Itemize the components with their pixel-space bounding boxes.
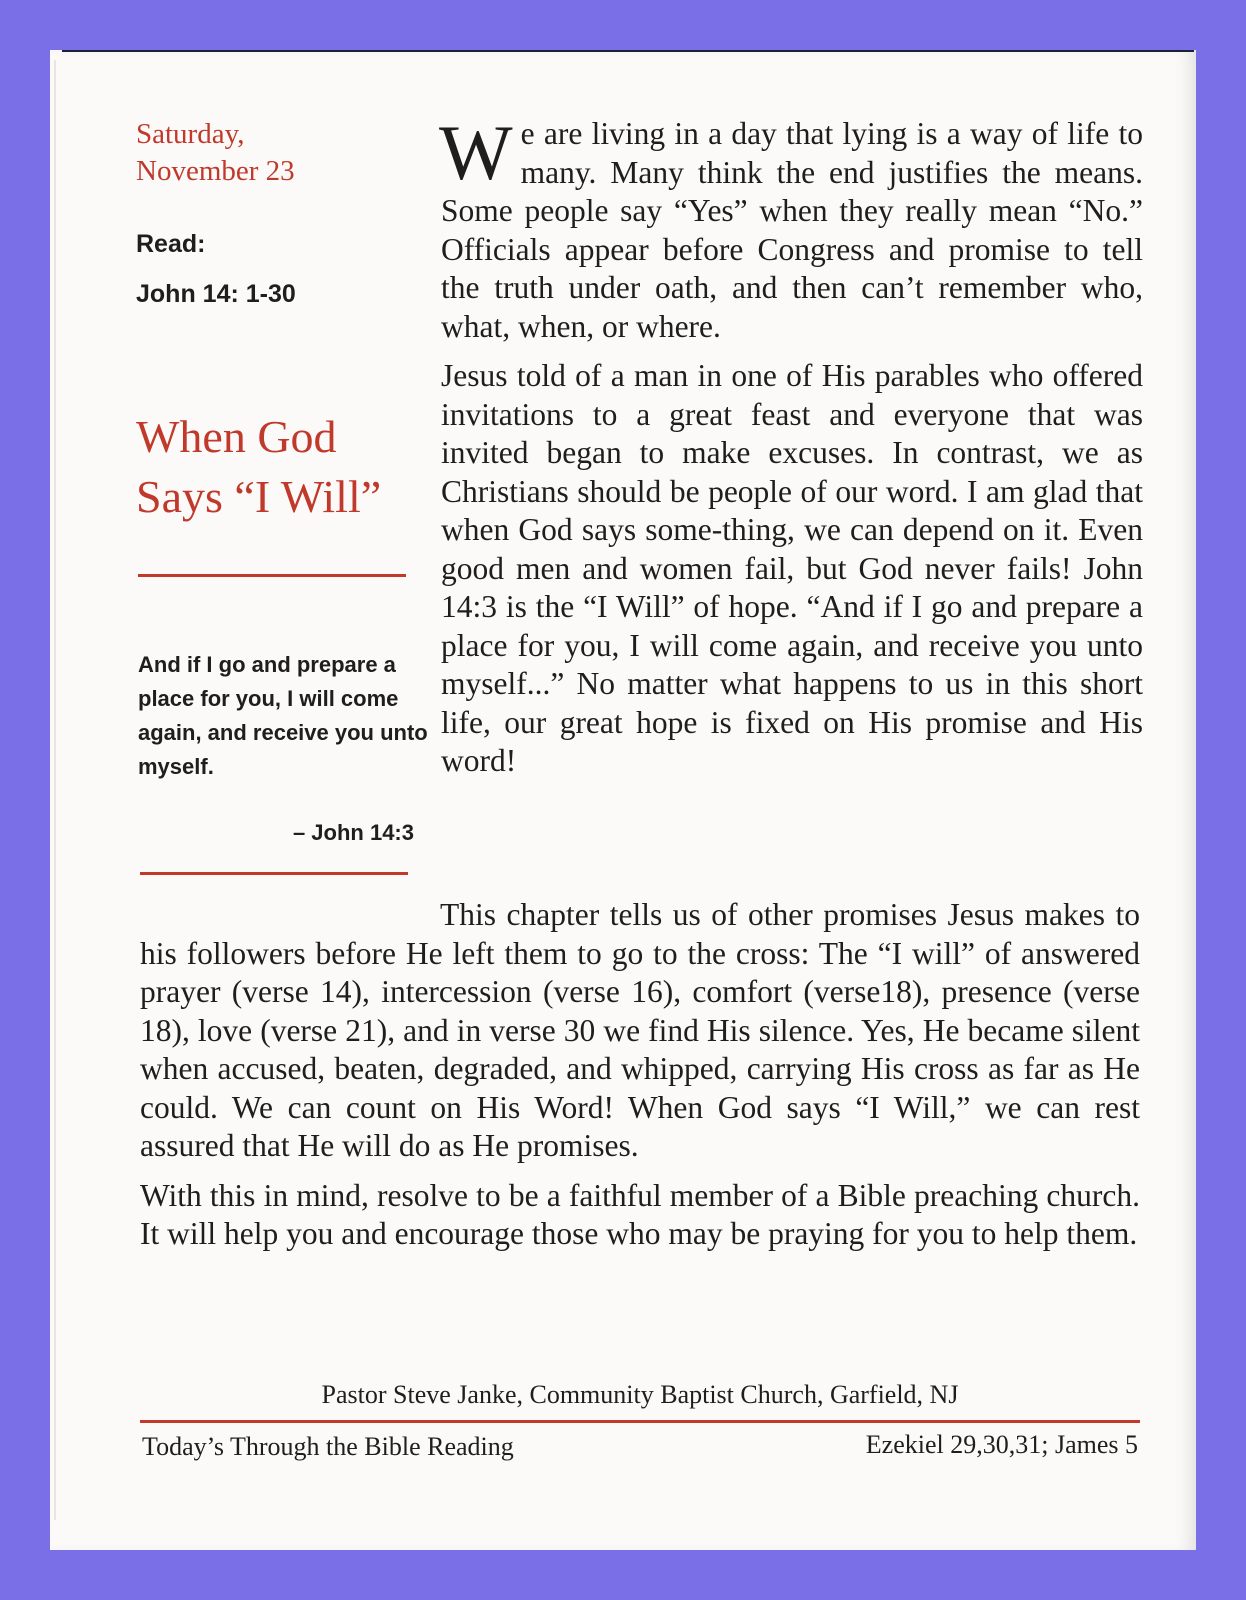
- devotional-title: [136, 407, 436, 527]
- paragraph-2: Jesus told of a man in one of His parables who offered invitations to a great feast and everyone that was invited began to make excuses. In contrast, we as Christians should be people of our word. I am glad that when God says some-thing, we can depend on it. Even good men and women fail, but God never fails! John 14:3 is the “I Will” of hope. “And if I go and prepare a place for you, I will come again, and receive you unto myself...” No matter what happens to us in this short life, our great hope is fixed on His promise and His word!: [441, 358, 1143, 778]
- footer-rule: [140, 1420, 1140, 1423]
- title-line-1: When God: [136, 411, 337, 462]
- body-column: [439, 109, 1143, 792]
- read-label: Read:: [136, 230, 206, 258]
- title-line-2: Says “I Will”: [136, 471, 382, 522]
- author-credit: Pastor Steve Janke, Community Baptist Church, Garfield, NJ: [321, 1380, 959, 1409]
- date-label: November 23: [136, 155, 295, 187]
- drop-cap: W: [439, 109, 513, 196]
- divider-bottom: [140, 872, 408, 875]
- paragraph-1-text: e are living in a day that lying is a way of life to many. Many think the end justifies the means. Some people say “Yes” when they really mean “No.” Officials appear before Congress and promise to tell the truth under oath, and then can’t remember who, what, when, or where.: [441, 116, 1143, 344]
- paragraph-4: With this in mind, resolve to be a faithful member of a Bible preaching church. It will help you and encourage those who may be praying for you to help them.: [140, 1177, 1140, 1251]
- reading-plan-label: Today’s Through the Bible Reading: [142, 1432, 514, 1461]
- page-top-edge: [62, 50, 1194, 52]
- reading-plan-reference: Ezekiel 29,30,31; James 5: [865, 1430, 1138, 1459]
- devotional-page: [50, 50, 1196, 1550]
- key-verse-quote: And if I go and prepare a place for you, I will come again, and receive you unto myself.: [138, 652, 428, 779]
- day-label: Saturday,: [136, 118, 245, 150]
- paragraph-1: [439, 109, 1143, 346]
- key-verse-reference: – John 14:3: [292, 820, 414, 845]
- body-wide: [140, 896, 1140, 1265]
- read-reference: John 14: 1-30: [136, 280, 296, 308]
- divider-top: [138, 574, 406, 577]
- page-left-edge: [54, 60, 56, 1520]
- date-block: [136, 116, 376, 190]
- paragraph-3: This chapter tells us of other promises Jesus makes to his followers before He left them to go to the cross: The “I will” of answered prayer (verse 14), intercession (verse 16), comfort (verse18), presence (verse 18), love (verse 21), and in verse 30 we find His silence. Yes, He became silent when accused, beaten, degraded, and whipped, carrying His cross as far as He could. We can count on His Word! When God says “I Will,” we can rest assured that He will do as He promises.: [140, 897, 1140, 1163]
